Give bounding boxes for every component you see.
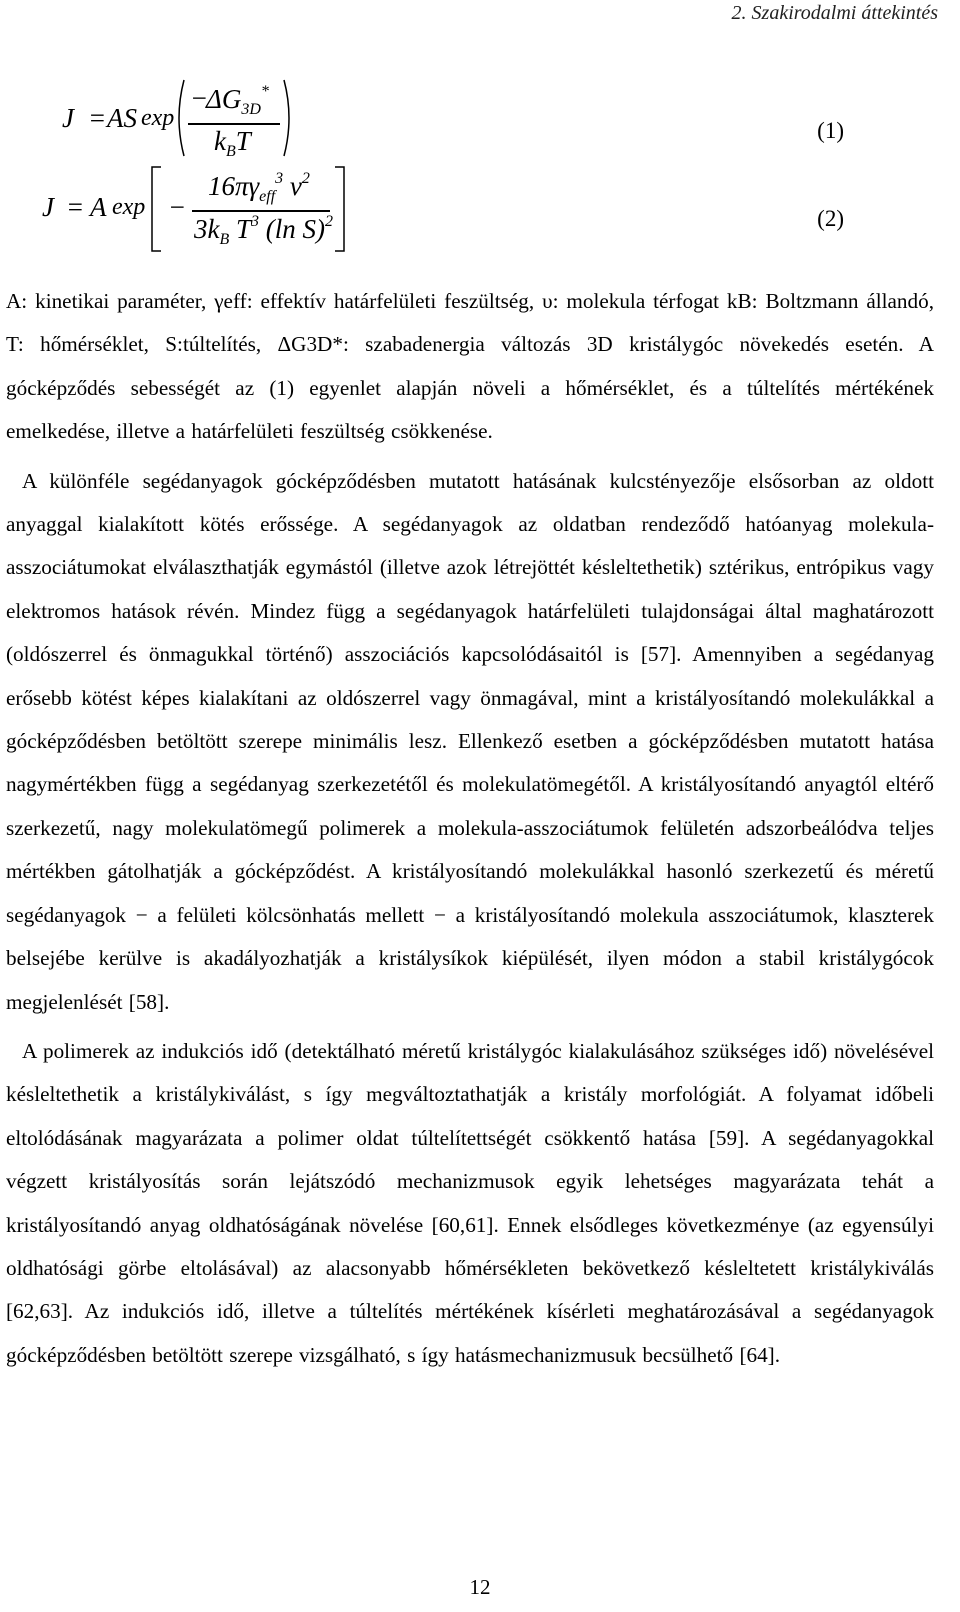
eq2-number: (2) <box>817 206 844 231</box>
eq2-fraction-bar <box>192 210 330 212</box>
eq2-den-b: T <box>236 214 252 244</box>
eq1-den-main: k <box>214 126 226 156</box>
eq2-den-c: (ln S) <box>265 214 326 244</box>
eq2-num-sub: eff <box>259 188 276 205</box>
eq2-num-sup: 3 <box>275 170 284 187</box>
eq1-number: (1) <box>817 118 844 143</box>
eq2-coefficient: A <box>90 192 107 222</box>
eq2-den-sup2: 2 <box>325 213 334 230</box>
eq1-right-paren <box>282 78 296 158</box>
eq1-numerator <box>206 83 269 119</box>
eq1-minus: − <box>190 83 209 113</box>
paragraph-definitions: A: kinetikai paraméter, γeff: effektív határfelületi feszültség, υ: molekula térfogat kB: Boltzmann állandó, T: hőmérséklet, S:túltelítés, ΔG3D*: szabadenergia változás 3D kristálygóc növekedés esetén. A gócképződés sebességét az (1) egyenlet alapján növeli a hőmérséklet, és a túltelítés mértékének emelkedése, illetve a határfelületi feszültség csökkenése. <box>6 289 934 444</box>
running-header: 2. Szakirodalmi áttekintés <box>731 2 938 24</box>
eq2-left-bracket <box>150 166 162 252</box>
eq1-denominator <box>214 126 251 161</box>
body-text <box>6 280 934 1377</box>
paragraph-additives: A különféle segédanyagok gócképződésben mutatott hatásának kulcstényezője elsősorban az oldott anyaggal kialakított kötés erőssége. A segédanyagok az oldatban rendeződő hatóanyag molekula-asszociátumokat elválaszthatják egymástól (illetve azok létrejöttét késleltethetik) sztérikus, entrópikus vagy elektromos hatások révén. Mindez függ a segédanyagok határfelületi tulajdonságai által maghatározott (oldószerrel és önmagukkal történő) asszociációs kapcsolódásaitól is [57]. Amennyiben a segédanyag erősebb kötést képes kialakítani az oldószerrel vagy önmagával, mint a kristályosítandó molekulákkal a gócképződésben betöltött szerepe minimális lesz. Ellenkező esetben a gócképződésben mutatott hatása nagymértékben függ a segédanyag szerkezetétől és molekulatömegétől. A kristályosítandó anyagtól eltérő szerkezetű, nagy molekulatömegű polimerek a molekula-asszociátumok felületén adszorbeálódva teljes mértékben gátolhatják a gócképződést. A kristályosítandó molekulákkal hasonló szerkezetű és méretű segédanyagok − a felületi kölcsönhatás mellett − a kristályosítandó molekula asszociátumok, klaszterek belsejébe kerülve is akadályozhatják a kristálysíkok kiépülését, ilyen módon a stabil kristálygócok megjelenlését [58]. <box>6 468 934 1014</box>
eq2-den-sub: B <box>219 231 230 248</box>
eq2-equals: = <box>66 192 85 222</box>
eq2-num-sup2: 2 <box>301 170 310 187</box>
eq2-den-sup: 3 <box>251 213 260 230</box>
eq2-numerator <box>208 170 310 206</box>
eq2-minus: − <box>168 192 187 222</box>
eq2-num-b: ν <box>289 171 302 201</box>
eq2-denominator <box>194 213 333 249</box>
eq1-exp: exp <box>141 105 175 131</box>
eq1-den-sub: B <box>225 143 236 160</box>
eq1-num-main: ΔG <box>206 84 242 114</box>
eq1-fraction-bar <box>188 123 280 125</box>
eq2-num-a: 16πγ <box>208 171 260 201</box>
eq1-coefficient: AS <box>107 103 137 133</box>
eq1-den-tail: T <box>235 126 251 156</box>
eq1-left-paren <box>172 78 186 158</box>
eq1-num-sup: * <box>260 83 269 100</box>
eq2-exp: exp <box>112 194 146 220</box>
eq2-right-bracket <box>334 166 346 252</box>
eq1-equals: = <box>88 103 107 133</box>
equation-1 <box>0 70 960 160</box>
eq2-lhs: J <box>42 192 54 222</box>
eq1-lhs: J <box>62 103 74 133</box>
paragraph-polymers: A polimerek az indukciós idő (detektálható méretű kristálygóc kialakulásához szükséges idő) növelésével késleltethetik a kristálykiválást, s így megváltoztathatják a kristály morfológiát. A folyamat időbeli eltolódásának magyarázata a polimer oldat túltelítettségét csökkentő hatása [59]. A segédanyagokkal végzett kristályosítás során lejátszódó mechanizmusok egyik lehetséges magyarázata tehát a kristályosítandó anyag oldhatóságának növelése [60,61]. Ennek elsődleges következménye (az egyensúlyi oldhatósági görbe eltolásával) az alacsonyabb hőmérsékleten bekövetkező késleltetett kristálykiválás [62,63]. Az indukciós idő, illetve a túltelítés mértékének kísérleti meghatározásával a segédanyagok gócképződésben betöltött szerepe vizsgálható, s így hatásmechanizmusuk becsülhető [64]. <box>6 1038 934 1367</box>
eq2-den-a: 3k <box>194 214 220 244</box>
page-number: 12 <box>469 1575 491 1599</box>
eq1-num-sub: 3D <box>241 101 261 118</box>
equation-2 <box>0 158 960 254</box>
